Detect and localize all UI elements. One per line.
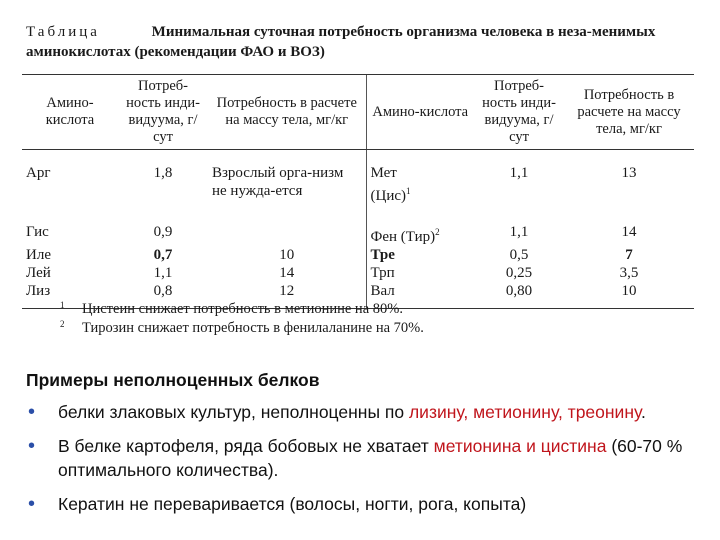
footnote-ref: 2 bbox=[435, 227, 440, 237]
bullet-dot-icon: • bbox=[28, 493, 36, 515]
amino-acid-cell bbox=[366, 205, 474, 246]
header-need-per-mass-2: Потребность в расчете на массу тела, мг/кг bbox=[564, 75, 694, 150]
footnote bbox=[60, 319, 424, 338]
mass-need-cell: 13 bbox=[621, 165, 637, 181]
daily-need-cell: 0,5 bbox=[509, 247, 529, 263]
daily-need-cell: 1,1 bbox=[153, 265, 173, 281]
amino-acid-cell: Гис bbox=[26, 224, 49, 240]
bullet-text: В белке картофеля, ряда бобовых не хватает bbox=[58, 436, 434, 456]
amino-acid-cell: Лей bbox=[26, 265, 51, 281]
daily-need-cell: 0,80 bbox=[474, 282, 564, 309]
amino-acid-alt: (Тир) bbox=[400, 229, 436, 245]
slide-heading: Примеры неполноценных белков bbox=[26, 370, 320, 390]
header-individual-need-2: Потреб-ность инди-видуума, г/сут bbox=[474, 75, 564, 150]
header-amino-acid: Амино-кислота bbox=[22, 75, 118, 150]
table-row bbox=[22, 264, 694, 282]
bullet-text-highlight: метионина и цистина bbox=[433, 436, 607, 456]
amino-acid-name: Фен bbox=[370, 229, 398, 245]
amino-acid-cell: Лиз bbox=[22, 282, 118, 309]
bullet-item bbox=[26, 434, 706, 482]
bullet-text: (60-70 % оптимального количества). bbox=[58, 436, 683, 480]
mass-need-cell: 3,5 bbox=[619, 265, 639, 281]
mass-need-cell: 14 bbox=[279, 265, 295, 281]
bullet-item bbox=[26, 400, 706, 424]
footnote-text: Цистеин снижает потребность в метионине на 80%. bbox=[82, 301, 403, 317]
amino-acid-cell: Вал bbox=[366, 282, 474, 309]
amino-acid-cell bbox=[366, 150, 474, 206]
amino-acid-cell: Тре bbox=[366, 246, 474, 264]
mass-need-cell: 14 bbox=[621, 224, 637, 240]
amino-acid-cell: Иле bbox=[26, 247, 51, 263]
slide-text-block bbox=[26, 368, 706, 526]
daily-need-cell: 1,1 bbox=[509, 165, 529, 181]
daily-need-cell: 1,1 bbox=[509, 224, 529, 240]
bullet-dot-icon: • bbox=[28, 435, 36, 457]
bullet-text-highlight: лизину, метионину, треонину bbox=[408, 402, 641, 422]
footnote-text: Тирозин снижает потребность в фенилаланине на 70%. bbox=[82, 320, 424, 336]
bullet-text: Кератин не переваривается (волосы, ногти, рога, копыта) bbox=[58, 494, 527, 514]
footnote-ref: 1 bbox=[406, 186, 411, 196]
mass-need-cell: Взрослый орга-низм не нужда-ется bbox=[212, 165, 344, 199]
daily-need-cell: 0,7 bbox=[153, 247, 173, 263]
table-row bbox=[22, 150, 694, 206]
mass-need-cell: 10 bbox=[564, 282, 694, 309]
footnote-mark: 2 bbox=[60, 319, 65, 329]
daily-need-cell: 1,8 bbox=[153, 165, 173, 181]
bullet-item bbox=[26, 492, 706, 516]
bullet-dot-icon: • bbox=[28, 401, 36, 423]
bullet-text: белки злаковых культур, неполноценны по bbox=[58, 402, 409, 422]
mass-need-cell: 10 bbox=[279, 247, 295, 263]
daily-need-cell: 0,9 bbox=[153, 224, 173, 240]
table-header-row bbox=[22, 75, 694, 150]
amino-acid-table bbox=[22, 74, 694, 309]
footnote-mark: 1 bbox=[60, 300, 65, 310]
amino-acid-alt: (Цис) bbox=[370, 188, 407, 204]
table-row bbox=[22, 246, 694, 264]
header-need-per-mass: Потребность в расчете на массу тела, мг/кг bbox=[208, 75, 366, 150]
caption-label: Таблица bbox=[26, 24, 100, 40]
daily-need-cell: 0,25 bbox=[505, 265, 533, 281]
amino-acid-cell: Трп bbox=[366, 264, 474, 282]
table-footnotes bbox=[60, 300, 424, 338]
footnote bbox=[60, 300, 424, 319]
mass-need-cell: 7 bbox=[625, 247, 633, 263]
daily-need-cell: 0,8 bbox=[118, 282, 208, 309]
amino-acid-cell: Арг bbox=[26, 165, 51, 181]
header-amino-acid-2: Амино-кислота bbox=[366, 75, 474, 150]
header-individual-need: Потреб-ность инди-видуума, г/сут bbox=[118, 75, 208, 150]
bullet-text: . bbox=[641, 402, 646, 422]
table-caption bbox=[26, 22, 696, 62]
caption-title: Минимальная суточная потребность организма человека в неза-менимых аминокислотах (рекомендации ФАО и ВОЗ) bbox=[26, 24, 656, 60]
amino-acid-name: Мет bbox=[370, 165, 397, 181]
mass-need-cell: 12 bbox=[208, 282, 366, 309]
